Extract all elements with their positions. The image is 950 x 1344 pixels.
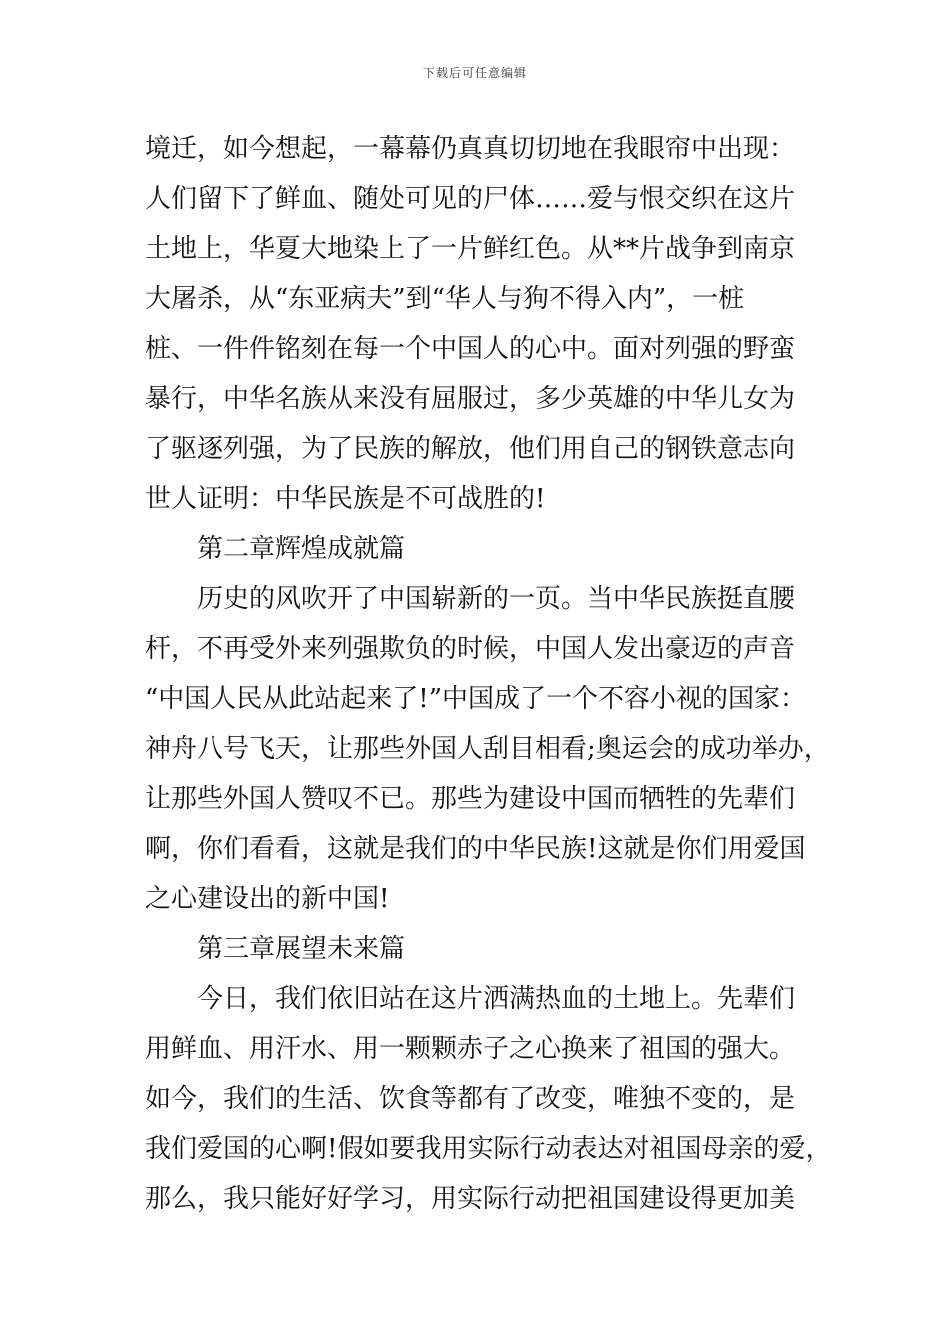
text-line: 神舟八号飞天，让那些外国人刮目相看;奥运会的成功举办，: [145, 734, 830, 764]
text-line: 我们爱国的心啊!假如要我用实际行动表达对祖国母亲的爱，: [145, 1134, 832, 1164]
document-body: [145, 124, 835, 1224]
chapter-heading: 第三章展望未来篇: [197, 934, 406, 964]
text-line: 啊，你们看看，这就是我们的中华民族!这就是你们用爱国: [145, 834, 806, 864]
text-line: 境迁，如今想起，一幕幕仍真真切切地在我眼帘中出现：: [145, 134, 796, 164]
text-line: 那么，我只能好好学习，用实际行动把祖国建设得更加美: [145, 1184, 796, 1214]
text-line: 了驱逐列强，为了民族的解放，他们用自己的钢铁意志向: [145, 434, 796, 464]
text-line: 如今，我们的生活、饮食等都有了改变，唯独不变的，是: [145, 1084, 796, 1114]
download-note: 下载后可任意编辑: [422, 66, 527, 80]
text-line: 世人证明：中华民族是不可战胜的!: [145, 484, 546, 514]
text-line: 杆，不再受外来列强欺负的时候，中国人发出豪迈的声音: [145, 634, 796, 664]
text-line: 暴行，中华名族从来没有屈服过，多少英雄的中华儿女为: [145, 384, 796, 414]
text-line: 用鲜血、用汗水、用一颗颗赤子之心换来了祖国的强大。: [145, 1034, 796, 1064]
text-line: 桩、一件件铭刻在每一个中国人的心中。面对列强的野蛮: [145, 334, 796, 364]
paragraph-start-line: 历史的风吹开了中国崭新的一页。当中华民族挺直腰: [197, 584, 796, 614]
paragraph-start-line: 今日，我们依旧站在这片洒满热血的土地上。先辈们: [197, 984, 796, 1014]
text-line: 人们留下了鲜血、随处可见的尸体……爱与恨交织在这片: [145, 184, 796, 214]
chapter-heading: 第二章辉煌成就篇: [197, 534, 406, 564]
text-line: 大屠杀，从“东亚病夫”到“华人与狗不得入内”，一桩: [145, 284, 745, 314]
text-line: “中国人民从此站起来了!”中国成了一个不容小视的国家：: [145, 684, 807, 714]
text-line: 之心建设出的新中国!: [145, 884, 390, 914]
text-line: 土地上，华夏大地染上了一片鲜红色。从**片战争到南京: [145, 234, 796, 264]
text-line: 让那些外国人赞叹不已。那些为建设中国而牺牲的先辈们: [145, 784, 796, 814]
